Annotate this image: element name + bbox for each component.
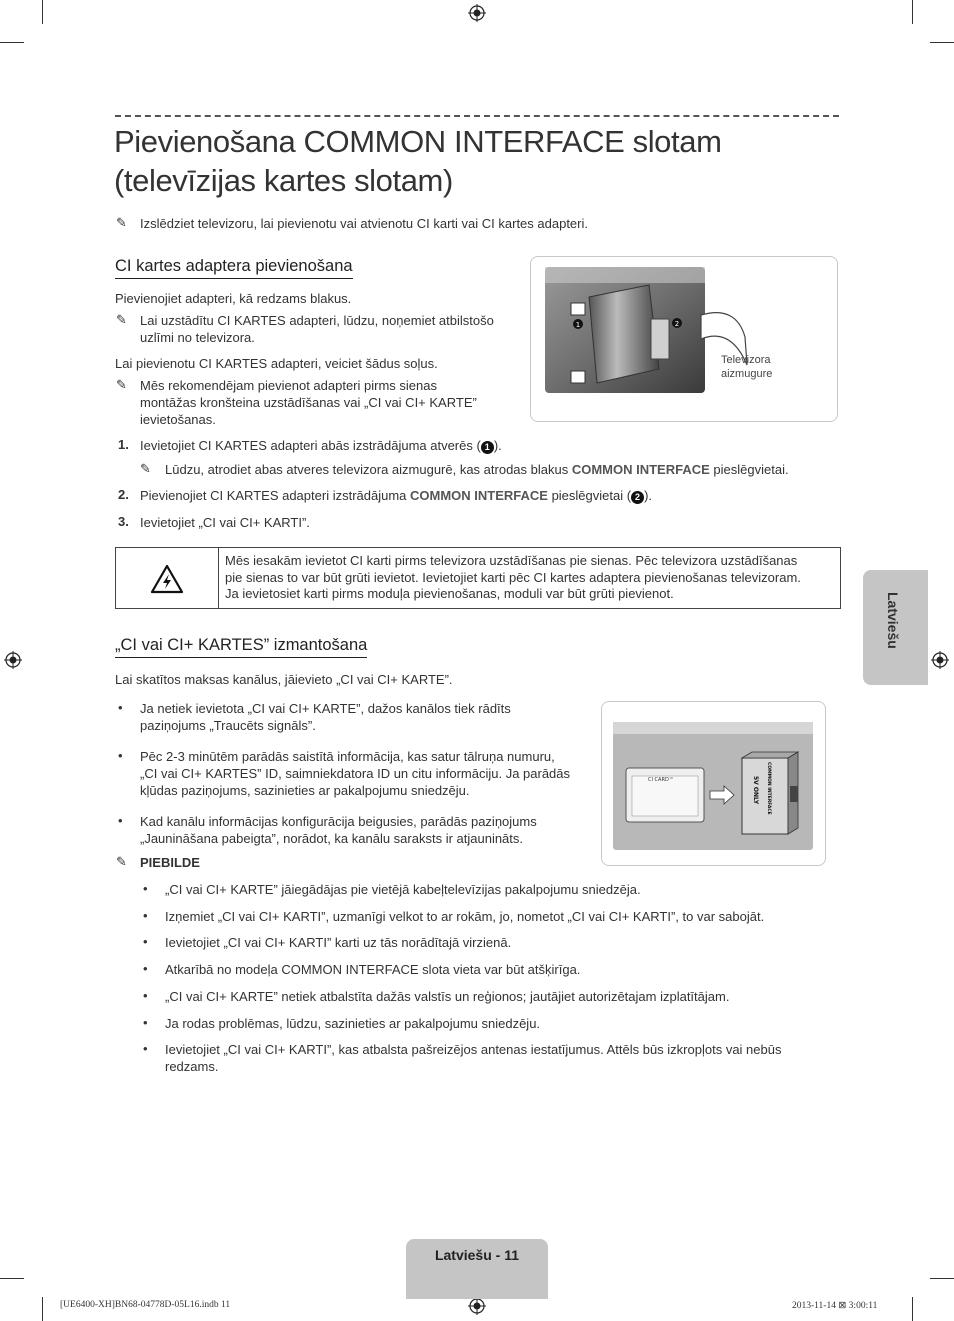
- bullet: •: [118, 813, 123, 828]
- section-heading: CI kartes adaptera pievienošana: [115, 257, 353, 279]
- paragraph: Lai pievienotu CI KARTES adapteri, veiciet šādus soļus.: [115, 356, 438, 371]
- language-side-tab: [863, 570, 928, 685]
- section-heading: „CI vai CI+ KARTES” izmantošana: [115, 636, 367, 658]
- step-marker-icon: 1: [481, 441, 494, 454]
- note-icon: ✎: [116, 378, 127, 393]
- bullet: •: [143, 934, 148, 949]
- warning-line: pie sienas to var būt grūti ievietot. Ievietojiet karti pēc CI kartes adaptera pievienošanas televizoram.: [225, 569, 801, 585]
- bullet-line: Ja netiek ievietota „CI vai CI+ KARTE”, dažos kanālos tiek rādīts: [140, 701, 511, 716]
- step-note-part: Lūdzu, atrodiet abas atveres televizora aizmugurē, kas atrodas blakus: [165, 462, 572, 477]
- registration-mark-icon: [931, 651, 949, 669]
- page-number: Latviešu - 11: [434, 1247, 520, 1263]
- warning-divider: [218, 548, 219, 608]
- bullet: •: [118, 748, 123, 763]
- paragraph: Lai skatītos maksas kanālus, jāievieto „CI vai CI+ KARTE”.: [115, 672, 453, 687]
- ci-card-insert-illustration: [602, 702, 825, 865]
- step-text-part: ).: [644, 488, 653, 503]
- registration-mark-icon: [468, 4, 486, 22]
- print-file-info: [UE6400-XH]BN68-04778D-05L16.indb 11: [60, 1300, 231, 1310]
- step-text: [140, 487, 652, 504]
- bullet-line: „Jaunināšana pabeigta”, norādot, ka kanālu saraksts ir atjaunināts.: [140, 831, 524, 846]
- note-line: ievietošanas.: [140, 412, 216, 427]
- registration-mark-icon: [4, 651, 22, 669]
- svg-text:2: 2: [674, 320, 680, 328]
- slot-voltage-label: 5V ONLY: [752, 776, 759, 805]
- note-icon: ✎: [116, 855, 127, 870]
- title-line: (televīzijas kartes slotam): [114, 163, 453, 198]
- caption-line: Televizora: [721, 354, 771, 366]
- step-note-part: pieslēgvietai.: [709, 462, 789, 477]
- step-note-bold: COMMON INTERFACE: [571, 462, 710, 477]
- bullet-line: Pēc 2-3 minūtēm parādās saistītā informācija, kas satur tālruņa numuru,: [140, 749, 555, 764]
- step-text: [140, 437, 502, 454]
- figure-caption: [721, 353, 772, 381]
- crop-mark: [0, 42, 24, 43]
- bullet-text: [140, 748, 570, 799]
- note-line: uzlīmi no televizora.: [140, 330, 255, 345]
- note-item: Izņemiet „CI vai CI+ KARTI”, uzmanīgi velkot to ar rokām, jo, nometot „CI vai CI+ KARTI”, to var sabojāt.: [165, 909, 765, 924]
- bullet-line: kļūdas paziņojums, sazinieties ar pakalpojumu sniedzēju.: [140, 783, 470, 798]
- note-line: Lai uzstādītu CI KARTES adapteri, lūdzu, noņemiet atbilstošo: [140, 313, 494, 328]
- note-line: Ievietojiet „CI vai CI+ KARTI”, kas atbalsta pašreizējos antenas iestatījumus. Attēls būs izkropļots vai nebūs: [165, 1042, 782, 1057]
- intro-note: Izslēdziet televizoru, lai pievienotu vai atvienotu CI karti vai CI kartes adapteri.: [140, 216, 588, 231]
- step-text-part: Pievienojiet CI KARTES adapteri izstrādājuma: [140, 488, 410, 503]
- step-number: 3.: [118, 514, 129, 529]
- note-item: Atkarībā no modeļa COMMON INTERFACE slota vieta var būt atšķirīga.: [165, 962, 581, 977]
- tv-back-adapter-illustration: [531, 257, 837, 421]
- step-text: Ievietojiet „CI vai CI+ KARTI”.: [140, 515, 310, 530]
- crop-mark: [930, 42, 954, 43]
- note-item: Ievietojiet „CI vai CI+ KARTI” karti uz tās norādītajā virzienā.: [165, 935, 512, 950]
- step-text-part: pieslēgvietai (: [547, 488, 632, 503]
- step-text-bold: COMMON INTERFACE: [410, 488, 548, 503]
- bullet: •: [118, 700, 123, 715]
- ci-card-label: CI CARD™: [648, 777, 674, 783]
- caption-line: aizmugure: [721, 368, 773, 380]
- note-item: [165, 1041, 781, 1075]
- warning-box: [115, 547, 841, 609]
- registration-mark-icon: [468, 1297, 486, 1315]
- crop-mark: [912, 0, 913, 24]
- slot-label: COMMON INTERFACE: [766, 762, 771, 815]
- bullet: •: [143, 908, 148, 923]
- note-item: „CI vai CI+ KARTE” netiek atbalstīta dažās valstīs un reģionos; jautājiet autorizētajam izplatītājam.: [165, 989, 730, 1004]
- bullet: •: [143, 961, 148, 976]
- warning-text: [225, 553, 835, 603]
- note-icon: ✎: [140, 462, 151, 477]
- page-title: [114, 122, 854, 200]
- crop-mark: [42, 1297, 43, 1321]
- bullet-line: Kad kanālu informācijas konfigurācija beigusies, parādās paziņojums: [140, 814, 537, 829]
- title-line: Pievienošana COMMON INTERFACE slotam: [114, 124, 722, 159]
- svg-text:1: 1: [575, 321, 581, 329]
- adapter-figure: [530, 256, 838, 422]
- warning-line: Ja ievietosiet karti pirms moduļa pievienošanas, moduli var būt grūti pievienot.: [225, 586, 674, 601]
- bullet: •: [143, 1015, 148, 1030]
- side-tab-label: Latviešu: [885, 592, 901, 649]
- note-item: Ja rodas problēmas, lūdzu, sazinieties ar pakalpojumu sniedzēju.: [165, 1016, 541, 1031]
- warning-line: Mēs iesakām ievietot CI karti pirms televizora uzstādīšanas pie sienas. Pēc televizora uzstādīšanas: [225, 553, 798, 568]
- warning-icon: [150, 564, 184, 594]
- note-line: Mēs rekomendējam pievienot adapteri pirms sienas: [140, 378, 437, 393]
- crop-mark: [912, 1297, 913, 1321]
- note-icon: ✎: [116, 313, 127, 328]
- bullet: •: [143, 988, 148, 1003]
- bullet-line: „CI vai CI+ KARTES” ID, saimniekdatora ID un citu informāciju. Ja parādās: [140, 766, 571, 781]
- note-line: redzams.: [165, 1059, 219, 1074]
- note-text: [140, 312, 494, 346]
- note-text: [140, 377, 477, 428]
- note-item: „CI vai CI+ KARTE” jāiegādājas pie vietējā kabeļtelevīzijas pakalpojumu sniedzēja.: [165, 882, 641, 897]
- bullet-text: [140, 700, 511, 734]
- note-heading: PIEBILDE: [140, 855, 200, 870]
- bullet: •: [143, 881, 148, 896]
- title-rule: [115, 115, 839, 117]
- bullet: •: [143, 1041, 148, 1056]
- step-text-part: ).: [493, 438, 502, 453]
- paragraph: Pievienojiet adapteri, kā redzams blakus.: [115, 291, 352, 306]
- bullet-line: paziņojums „Traucēts signāls”.: [140, 718, 316, 733]
- crop-mark: [930, 1278, 954, 1279]
- step-marker-icon: 2: [631, 491, 644, 504]
- step-text-part: Ievietojiet CI KARTES adapteri abās izstrādājuma atverēs (: [140, 438, 481, 453]
- bullet-text: [140, 813, 537, 847]
- crop-mark: [0, 1278, 24, 1279]
- crop-mark: [42, 0, 43, 24]
- step-number: 2.: [118, 487, 129, 502]
- note-line: montāžas kronšteina uzstādīšanas vai „CI vai CI+ KARTE”: [140, 395, 477, 410]
- ci-card-figure: [601, 701, 826, 866]
- page-number-tab: [406, 1239, 548, 1299]
- note-icon: ✎: [116, 216, 127, 231]
- step-note: [165, 461, 789, 478]
- print-timestamp: 2013-11-14 ⊠ 3:00:11: [792, 1301, 878, 1311]
- step-number: 1.: [118, 437, 129, 452]
